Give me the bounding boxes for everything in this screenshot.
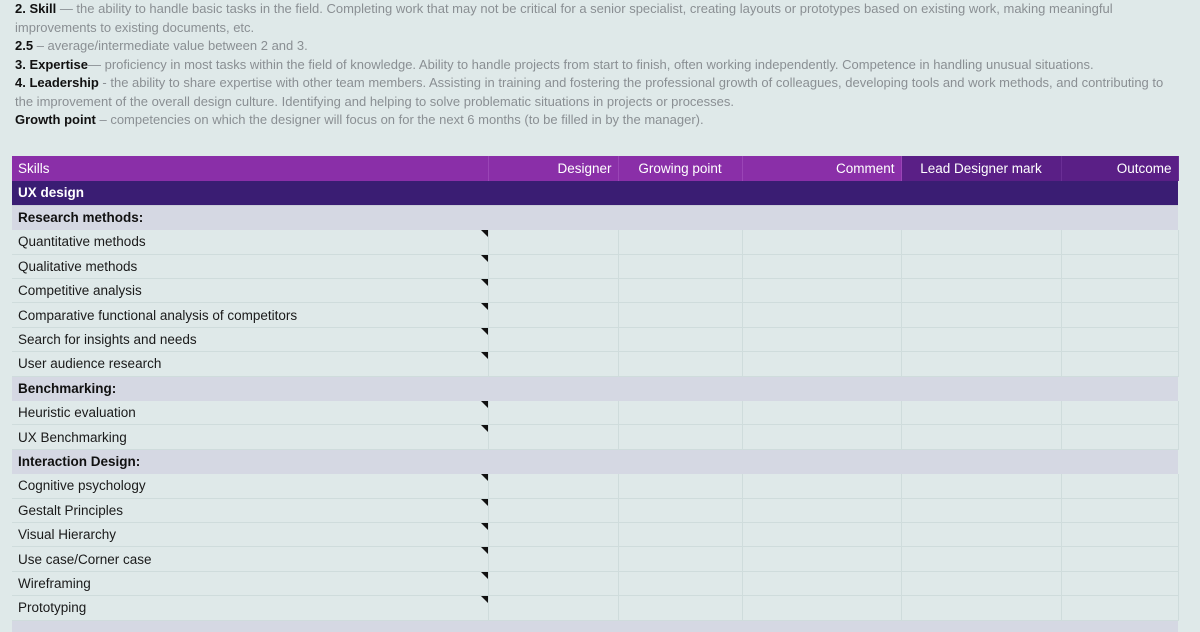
growing-point-cell[interactable] — [618, 279, 742, 303]
skill-cell[interactable] — [12, 303, 488, 327]
skills-table — [12, 156, 1179, 632]
lead-mark-cell[interactable] — [901, 352, 1061, 376]
skill-cell[interactable] — [12, 547, 488, 571]
designer-cell[interactable] — [488, 230, 618, 254]
outcome-cell[interactable] — [1061, 303, 1178, 327]
growing-point-cell[interactable] — [618, 254, 742, 278]
skill-cell[interactable] — [12, 401, 488, 425]
dropdown-indicator-icon[interactable] — [481, 401, 488, 408]
legend-item: Growth point – competencies on which the designer will focus on for the next 6 months (to be filled in by the manager). — [15, 112, 704, 127]
designer-cell[interactable] — [488, 571, 618, 595]
outcome-cell[interactable] — [1061, 571, 1178, 595]
designer-cell[interactable] — [488, 279, 618, 303]
lead-mark-cell[interactable] — [901, 571, 1061, 595]
skill-row — [12, 230, 1178, 254]
designer-cell[interactable] — [488, 596, 618, 620]
lead-mark-cell[interactable] — [901, 547, 1061, 571]
skill-cell[interactable] — [12, 522, 488, 546]
dropdown-indicator-icon[interactable] — [481, 547, 488, 554]
col-header-skills[interactable]: Skills — [12, 156, 488, 181]
lead-mark-cell[interactable] — [901, 401, 1061, 425]
skill-row — [12, 571, 1178, 595]
skill-label: Prototyping — [18, 600, 87, 616]
group-row — [12, 205, 1178, 229]
outcome-cell[interactable] — [1061, 254, 1178, 278]
outcome-cell[interactable] — [1061, 547, 1178, 571]
dropdown-indicator-icon[interactable] — [481, 255, 488, 262]
designer-cell[interactable] — [488, 327, 618, 351]
dropdown-indicator-icon[interactable] — [481, 499, 488, 506]
growing-point-cell[interactable] — [618, 571, 742, 595]
skill-cell[interactable] — [12, 474, 488, 498]
lead-mark-cell[interactable] — [901, 279, 1061, 303]
skill-cell[interactable] — [12, 327, 488, 351]
section-row — [12, 181, 1178, 205]
skill-cell[interactable] — [12, 571, 488, 595]
dropdown-indicator-icon[interactable] — [481, 230, 488, 237]
lead-mark-cell[interactable] — [901, 425, 1061, 449]
skill-row — [12, 547, 1178, 571]
skill-label: User audience research — [18, 356, 162, 372]
col-header-comment[interactable]: Comment — [742, 156, 901, 181]
skill-cell[interactable] — [12, 498, 488, 522]
skill-rows — [12, 205, 1178, 620]
next-group-cell[interactable] — [12, 620, 1178, 632]
designer-cell[interactable] — [488, 303, 618, 327]
growing-point-cell[interactable] — [618, 474, 742, 498]
growing-point-cell[interactable] — [618, 547, 742, 571]
comment-cell[interactable] — [742, 327, 901, 351]
outcome-cell[interactable] — [1061, 401, 1178, 425]
designer-cell[interactable] — [488, 425, 618, 449]
skill-cell[interactable] — [12, 230, 488, 254]
lead-mark-cell[interactable] — [901, 498, 1061, 522]
dropdown-indicator-icon[interactable] — [481, 425, 488, 432]
group-title[interactable]: Research methods: — [12, 205, 1178, 229]
skill-row — [12, 254, 1178, 278]
lead-mark-cell[interactable] — [901, 596, 1061, 620]
designer-cell[interactable] — [488, 498, 618, 522]
skill-label: Competitive analysis — [18, 283, 142, 299]
skill-row — [12, 327, 1178, 351]
comment-cell[interactable] — [742, 352, 901, 376]
growing-point-cell[interactable] — [618, 425, 742, 449]
col-header-designer[interactable]: Designer — [488, 156, 618, 181]
skill-row — [12, 474, 1178, 498]
growing-point-cell[interactable] — [618, 498, 742, 522]
group-title[interactable]: Benchmarking: — [12, 376, 1178, 400]
growing-point-cell[interactable] — [618, 596, 742, 620]
skill-label: Comparative functional analysis of competitors — [18, 307, 298, 323]
comment-cell[interactable] — [742, 230, 901, 254]
outcome-cell[interactable] — [1061, 352, 1178, 376]
group-row — [12, 376, 1178, 400]
col-header-outcome[interactable]: Outcome — [1061, 156, 1178, 181]
comment-cell[interactable] — [742, 279, 901, 303]
competency-legend — [15, 0, 1180, 130]
designer-cell[interactable] — [488, 254, 618, 278]
skill-label: Heuristic evaluation — [18, 404, 136, 420]
skill-row — [12, 596, 1178, 620]
lead-mark-cell[interactable] — [901, 303, 1061, 327]
skill-row — [12, 401, 1178, 425]
dropdown-indicator-icon[interactable] — [481, 572, 488, 579]
outcome-cell[interactable] — [1061, 327, 1178, 351]
outcome-cell[interactable] — [1061, 230, 1178, 254]
comment-cell[interactable] — [742, 522, 901, 546]
growing-point-cell[interactable] — [618, 303, 742, 327]
outcome-cell[interactable] — [1061, 474, 1178, 498]
growing-point-cell[interactable] — [618, 522, 742, 546]
growing-point-cell[interactable] — [618, 352, 742, 376]
comment-cell[interactable] — [742, 303, 901, 327]
col-header-growing-point[interactable]: Growing point — [618, 156, 742, 181]
outcome-cell[interactable] — [1061, 425, 1178, 449]
skill-row — [12, 498, 1178, 522]
dropdown-indicator-icon[interactable] — [481, 352, 488, 359]
skill-label: Gestalt Principles — [18, 502, 124, 518]
comment-cell[interactable] — [742, 571, 901, 595]
skill-cell[interactable] — [12, 279, 488, 303]
skill-label: Visual Hierarchy — [18, 527, 117, 543]
skill-row — [12, 279, 1178, 303]
lead-mark-cell[interactable] — [901, 327, 1061, 351]
section-title[interactable]: UX design — [12, 181, 1178, 205]
lead-mark-cell[interactable] — [901, 474, 1061, 498]
designer-cell[interactable] — [488, 474, 618, 498]
skill-cell[interactable] — [12, 596, 488, 620]
skill-label: UX Benchmarking — [18, 429, 127, 445]
comment-cell[interactable] — [742, 425, 901, 449]
skill-label: Search for insights and needs — [18, 332, 197, 348]
legend-item: 2.5 – average/intermediate value between 2 and 3. — [15, 38, 308, 53]
legend-item: 2. Skill — the ability to handle basic tasks in the field. Completing work that may not be critical for a senior specialist, creating layouts or prototypes based on existing work, making meaningful improvements to existing documents, etc. — [15, 1, 1113, 35]
comment-cell[interactable] — [742, 474, 901, 498]
skill-cell[interactable] — [12, 425, 488, 449]
comment-cell[interactable] — [742, 498, 901, 522]
skill-cell[interactable] — [12, 254, 488, 278]
outcome-cell[interactable] — [1061, 522, 1178, 546]
next-group-row — [12, 620, 1178, 632]
skill-label: Cognitive psychology — [18, 478, 146, 494]
group-title[interactable]: Interaction Design: — [12, 449, 1178, 473]
skill-label: Use case/Corner case — [18, 551, 152, 567]
dropdown-indicator-icon[interactable] — [481, 523, 488, 530]
designer-cell[interactable] — [488, 522, 618, 546]
skill-row — [12, 425, 1178, 449]
comment-cell[interactable] — [742, 547, 901, 571]
dropdown-indicator-icon[interactable] — [481, 474, 488, 481]
dropdown-indicator-icon[interactable] — [481, 596, 488, 603]
outcome-cell[interactable] — [1061, 498, 1178, 522]
skill-label: Qualitative methods — [18, 258, 138, 274]
lead-mark-cell[interactable] — [901, 230, 1061, 254]
legend-item: 3. Expertise— proficiency in most tasks within the field of knowledge. Ability to handle projects from start to finish, often working independently. Competence in handling unusual situations. — [15, 56, 1094, 72]
skill-label: Quantitative methods — [18, 234, 146, 250]
dropdown-indicator-icon[interactable] — [481, 303, 488, 310]
col-header-lead-mark[interactable]: Lead Designer mark — [901, 156, 1061, 181]
growing-point-cell[interactable] — [618, 401, 742, 425]
comment-cell[interactable] — [742, 401, 901, 425]
designer-cell[interactable] — [488, 401, 618, 425]
lead-mark-cell[interactable] — [901, 522, 1061, 546]
skill-row — [12, 522, 1178, 546]
skill-row — [12, 352, 1178, 376]
skill-label: Wireframing — [18, 575, 91, 591]
growing-point-cell[interactable] — [618, 327, 742, 351]
legend-item: 4. Leadership - the ability to share expertise with other team members. Assisting in training and fostering the professional growth of colleagues, developing tools and work methods, and contributing to the improvement of the overall design culture. Identifying and helping to solve problematic situations in projects or processes. — [15, 75, 1164, 109]
designer-cell[interactable] — [488, 547, 618, 571]
lead-mark-cell[interactable] — [901, 254, 1061, 278]
dropdown-indicator-icon[interactable] — [481, 328, 488, 335]
growing-point-cell[interactable] — [618, 230, 742, 254]
comment-cell[interactable] — [742, 254, 901, 278]
group-row — [12, 449, 1178, 473]
comment-cell[interactable] — [742, 596, 901, 620]
dropdown-indicator-icon[interactable] — [481, 279, 488, 286]
outcome-cell[interactable] — [1061, 596, 1178, 620]
designer-cell[interactable] — [488, 352, 618, 376]
header-row — [12, 156, 1178, 181]
skill-cell[interactable] — [12, 352, 488, 376]
skill-row — [12, 303, 1178, 327]
outcome-cell[interactable] — [1061, 279, 1178, 303]
